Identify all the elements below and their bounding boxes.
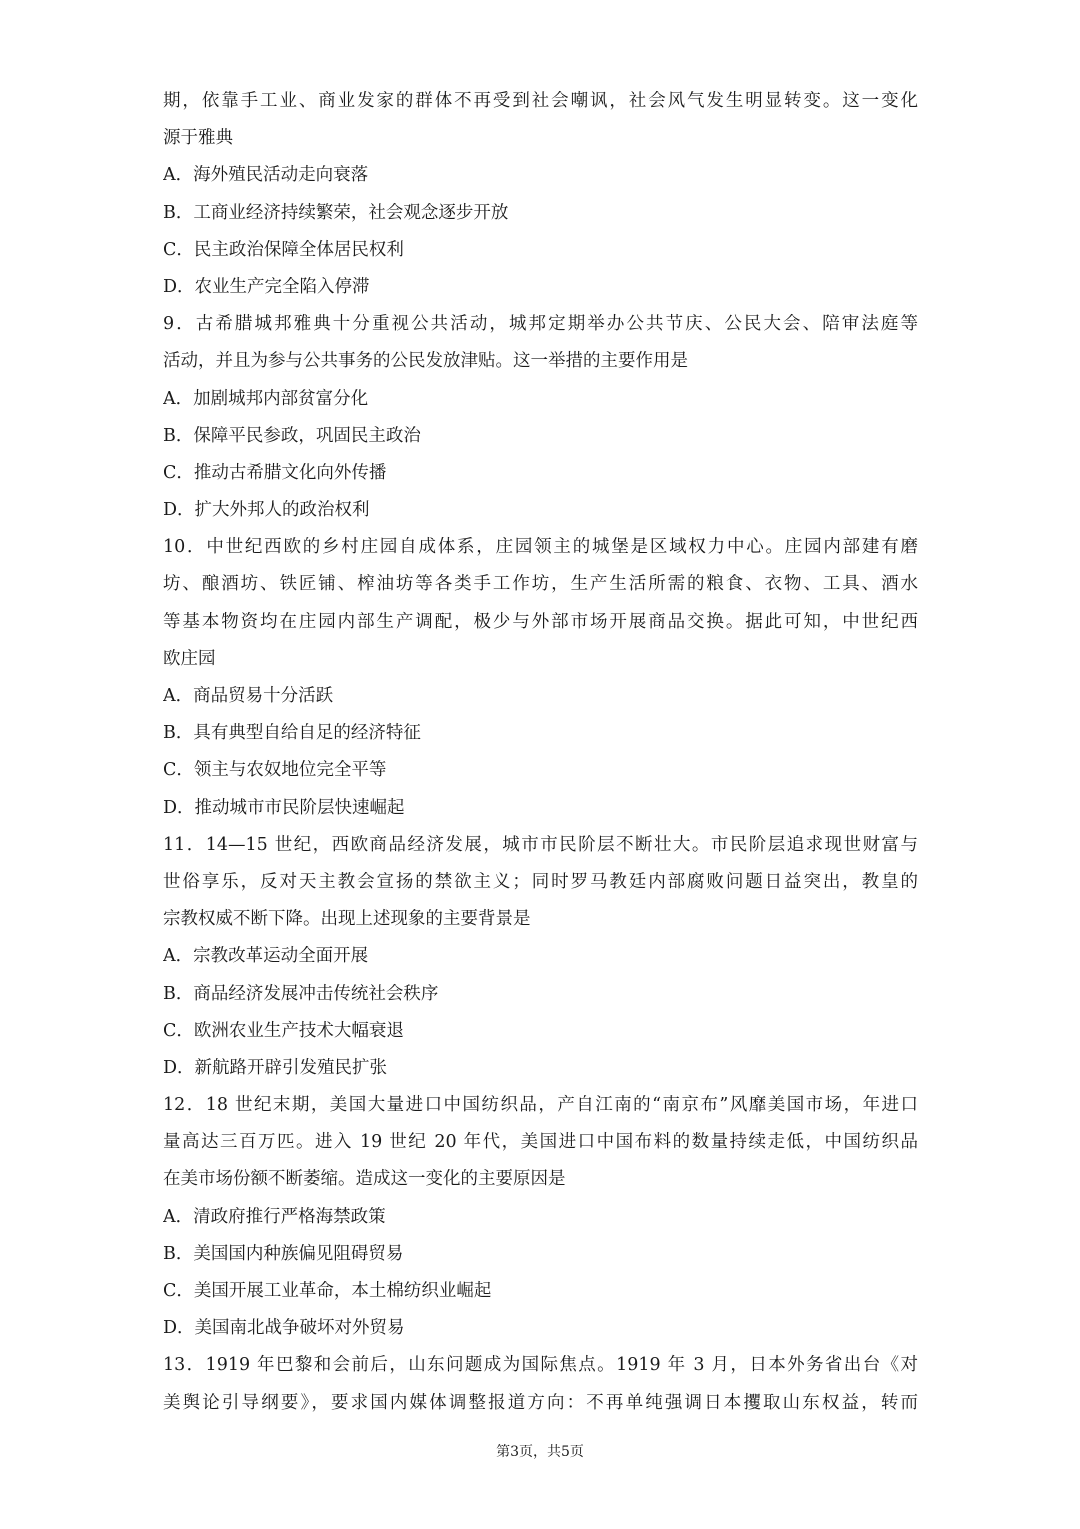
option-a: A．商品贸易十分活跃	[163, 686, 334, 706]
question-11-stem: 宗教权威不断下降。出现上述现象的主要背景是	[163, 909, 531, 930]
question-11-stem: 世俗享乐，反对天主教会宣扬的禁欲主义；同时罗马教廷内部腐败问题日益突出，教皇的	[163, 871, 918, 892]
option-c: C．美国开展工业革命，本土棉纺织业崛起	[163, 1281, 492, 1301]
option-c: C．民主政治保障全体居民权利	[163, 239, 404, 260]
text-line: 期，依靠手工业、商业发家的群体不再受到社会嘲讽，社会风气发生明显转变。这一变化	[163, 91, 918, 111]
question-11-stem: 11．14—15 世纪，西欧商品经济发展，城市市民阶层不断壮大。市民阶层追求现世财富与	[163, 834, 918, 855]
option-d: D．扩大外邦人的政治权利	[163, 500, 370, 521]
option-c: C．欧洲农业生产技术大幅衰退	[163, 1020, 404, 1041]
question-10-stem: 坊、酿酒坊、铁匠铺、榨油坊等各类手工作坊，生产生活所需的粮食、衣物、工具、酒水	[163, 574, 918, 595]
option-b: B．商品经济发展冲击传统社会秩序	[163, 983, 439, 1004]
option-b: B．美国国内种族偏见阻碍贸易	[163, 1243, 404, 1264]
option-b: B．保障平民参政，巩固民主政治	[163, 425, 421, 446]
option-a: A．宗教改革运动全面开展	[163, 946, 369, 967]
option-a: A．清政府推行严格海禁政策	[163, 1206, 386, 1227]
text-line: 源于雅典	[163, 128, 233, 149]
option-a: A．海外殖民活动走向衰落	[163, 165, 369, 186]
option-d: D．新航路开辟引发殖民扩张	[163, 1057, 388, 1078]
option-b: B．具有典型自给自足的经济特征	[163, 723, 421, 744]
question-10-stem: 欧庄园	[163, 648, 216, 669]
question-12-stem: 在美市场份额不断萎缩。造成这一变化的主要原因是	[163, 1169, 566, 1190]
question-10-stem: 等基本物资均在庄园内部生产调配，极少与外部市场开展商品交换。据此可知，中世纪西	[163, 611, 918, 632]
option-c: C．推动古希腊文化向外传播	[163, 462, 387, 483]
option-a: A．加剧城邦内部贫富分化	[163, 388, 369, 409]
question-text-block	[163, 83, 918, 1422]
question-12-stem: 量高达三百万匹。进入 19 世纪 20 年代，美国进口中国布料的数量持续走低，中国纺织品	[163, 1132, 918, 1153]
option-c: C．领主与农奴地位完全平等	[163, 760, 387, 781]
option-d: D．推动城市市民阶层快速崛起	[163, 797, 405, 818]
option-d: D．农业生产完全陷入停滞	[163, 276, 370, 297]
question-10-stem: 10．中世纪西欧的乡村庄园自成体系，庄园领主的城堡是区域权力中心。庄园内部建有磨	[163, 537, 918, 558]
question-13-stem: 美舆论引导纲要》，要求国内媒体调整报道方向：不再单纯强调日本攫取山东权益，转而	[163, 1392, 918, 1413]
option-d: D．美国南北战争破坏对外贸易	[163, 1318, 405, 1339]
question-13-stem: 13．1919 年巴黎和会前后，山东问题成为国际焦点。1919 年 3 月，日本外务省出台《对	[163, 1355, 918, 1376]
option-b: B．工商业经济持续繁荣，社会观念逐步开放	[163, 202, 509, 223]
question-9-stem: 活动，并且为参与公共事务的公民发放津贴。这一举措的主要作用是	[163, 351, 688, 372]
page-number: 第3页，共5页	[496, 1444, 584, 1460]
question-12-stem: 12．18 世纪末期，美国大量进口中国纺织品，产自江南的“南京布”风靡美国市场，年进口	[163, 1095, 918, 1116]
question-9-stem: 9．古希腊城邦雅典十分重视公共活动，城邦定期举办公共节庆、公民大会、陪审法庭等	[163, 314, 918, 335]
